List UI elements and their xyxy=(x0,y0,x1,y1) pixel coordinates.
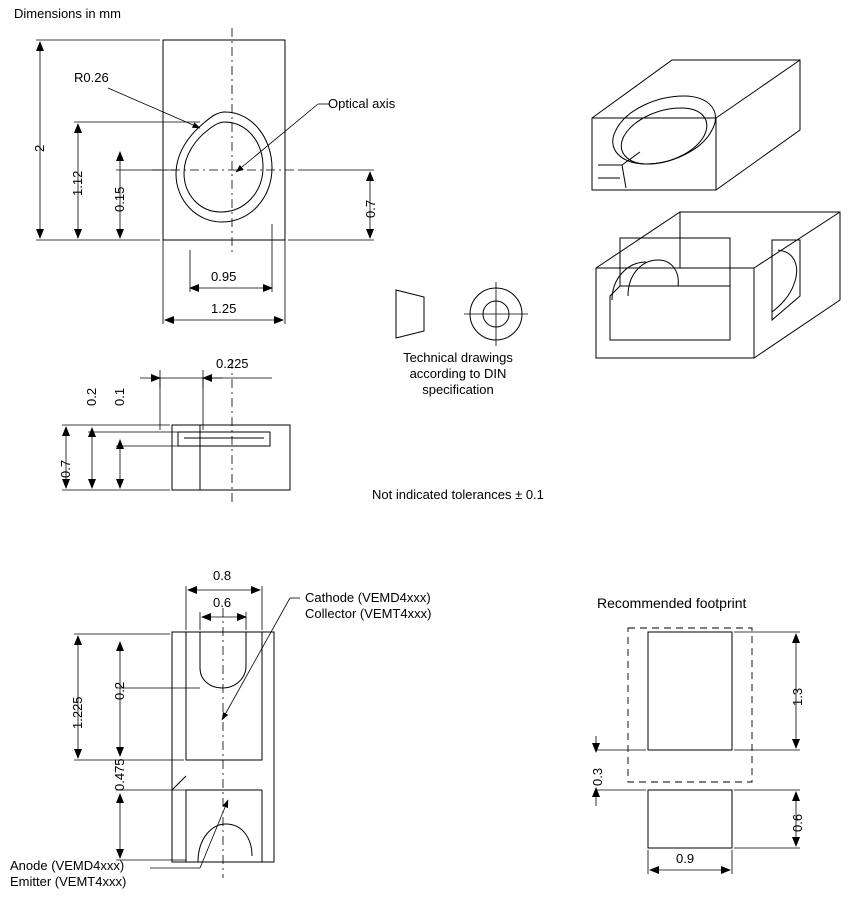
isometric-bottom-geometry xyxy=(596,212,840,358)
dim-bottom-0-2: 0.2 xyxy=(112,681,127,700)
callout-anode: Anode (VEMD4xxx) xyxy=(10,858,125,873)
dim-top-0-95: 0.95 xyxy=(211,269,237,284)
dim-side-0-7: 0.7 xyxy=(58,459,73,478)
dim-bottom-0-8: 0.8 xyxy=(213,568,232,583)
bottom-view-geometry xyxy=(172,608,274,878)
dim-bottom-0-475: 0.475 xyxy=(112,758,127,791)
callout-emitter: Emitter (VEMT4xxx) xyxy=(10,874,127,889)
dim-top-1-25: 1.25 xyxy=(211,301,237,316)
dim-bottom-1-225: 1.225 xyxy=(70,696,85,729)
dim-side-0-2: 0.2 xyxy=(84,387,99,406)
footprint-title: Recommended footprint xyxy=(597,595,747,611)
bottom-view-dimensions xyxy=(74,586,300,868)
dim-side-0-1: 0.1 xyxy=(112,387,127,406)
callout-optical-axis: Optical axis xyxy=(328,96,396,111)
isometric-top-geometry xyxy=(592,60,800,190)
footprint-dimensions xyxy=(596,632,800,874)
top-view-geometry xyxy=(152,28,300,252)
dim-footprint-1-3: 1.3 xyxy=(790,687,805,706)
dim-side-0-225: 0.225 xyxy=(216,356,249,371)
callout-cathode: Cathode (VEMD4xxx) xyxy=(305,590,431,605)
note-din-line2: according to DIN xyxy=(409,366,507,381)
callout-collector: Collector (VEMT4xxx) xyxy=(305,606,432,621)
dim-top-0-15: 0.15 xyxy=(112,186,127,212)
dim-top-0-7: 0.7 xyxy=(363,199,378,218)
dim-footprint-0-3: 0.3 xyxy=(590,767,605,786)
dim-bottom-0-6: 0.6 xyxy=(213,595,232,610)
din-symbol xyxy=(396,282,528,346)
note-tolerance: Not indicated tolerances ± 0.1 xyxy=(372,487,544,502)
note-din-line1: Technical drawings xyxy=(403,350,513,365)
dim-top-1-12: 1.12 xyxy=(70,170,85,196)
footprint-geometry xyxy=(628,628,752,848)
side-view-geometry xyxy=(172,360,290,505)
sheet-title: Dimensions in mm xyxy=(14,6,121,21)
dim-footprint-0-6: 0.6 xyxy=(790,813,805,832)
note-din-line3: specification xyxy=(422,382,494,397)
dim-top-height-2: 2 xyxy=(32,144,47,152)
dim-footprint-0-9: 0.9 xyxy=(676,851,695,866)
dim-radius-r026: R0.26 xyxy=(74,70,109,85)
